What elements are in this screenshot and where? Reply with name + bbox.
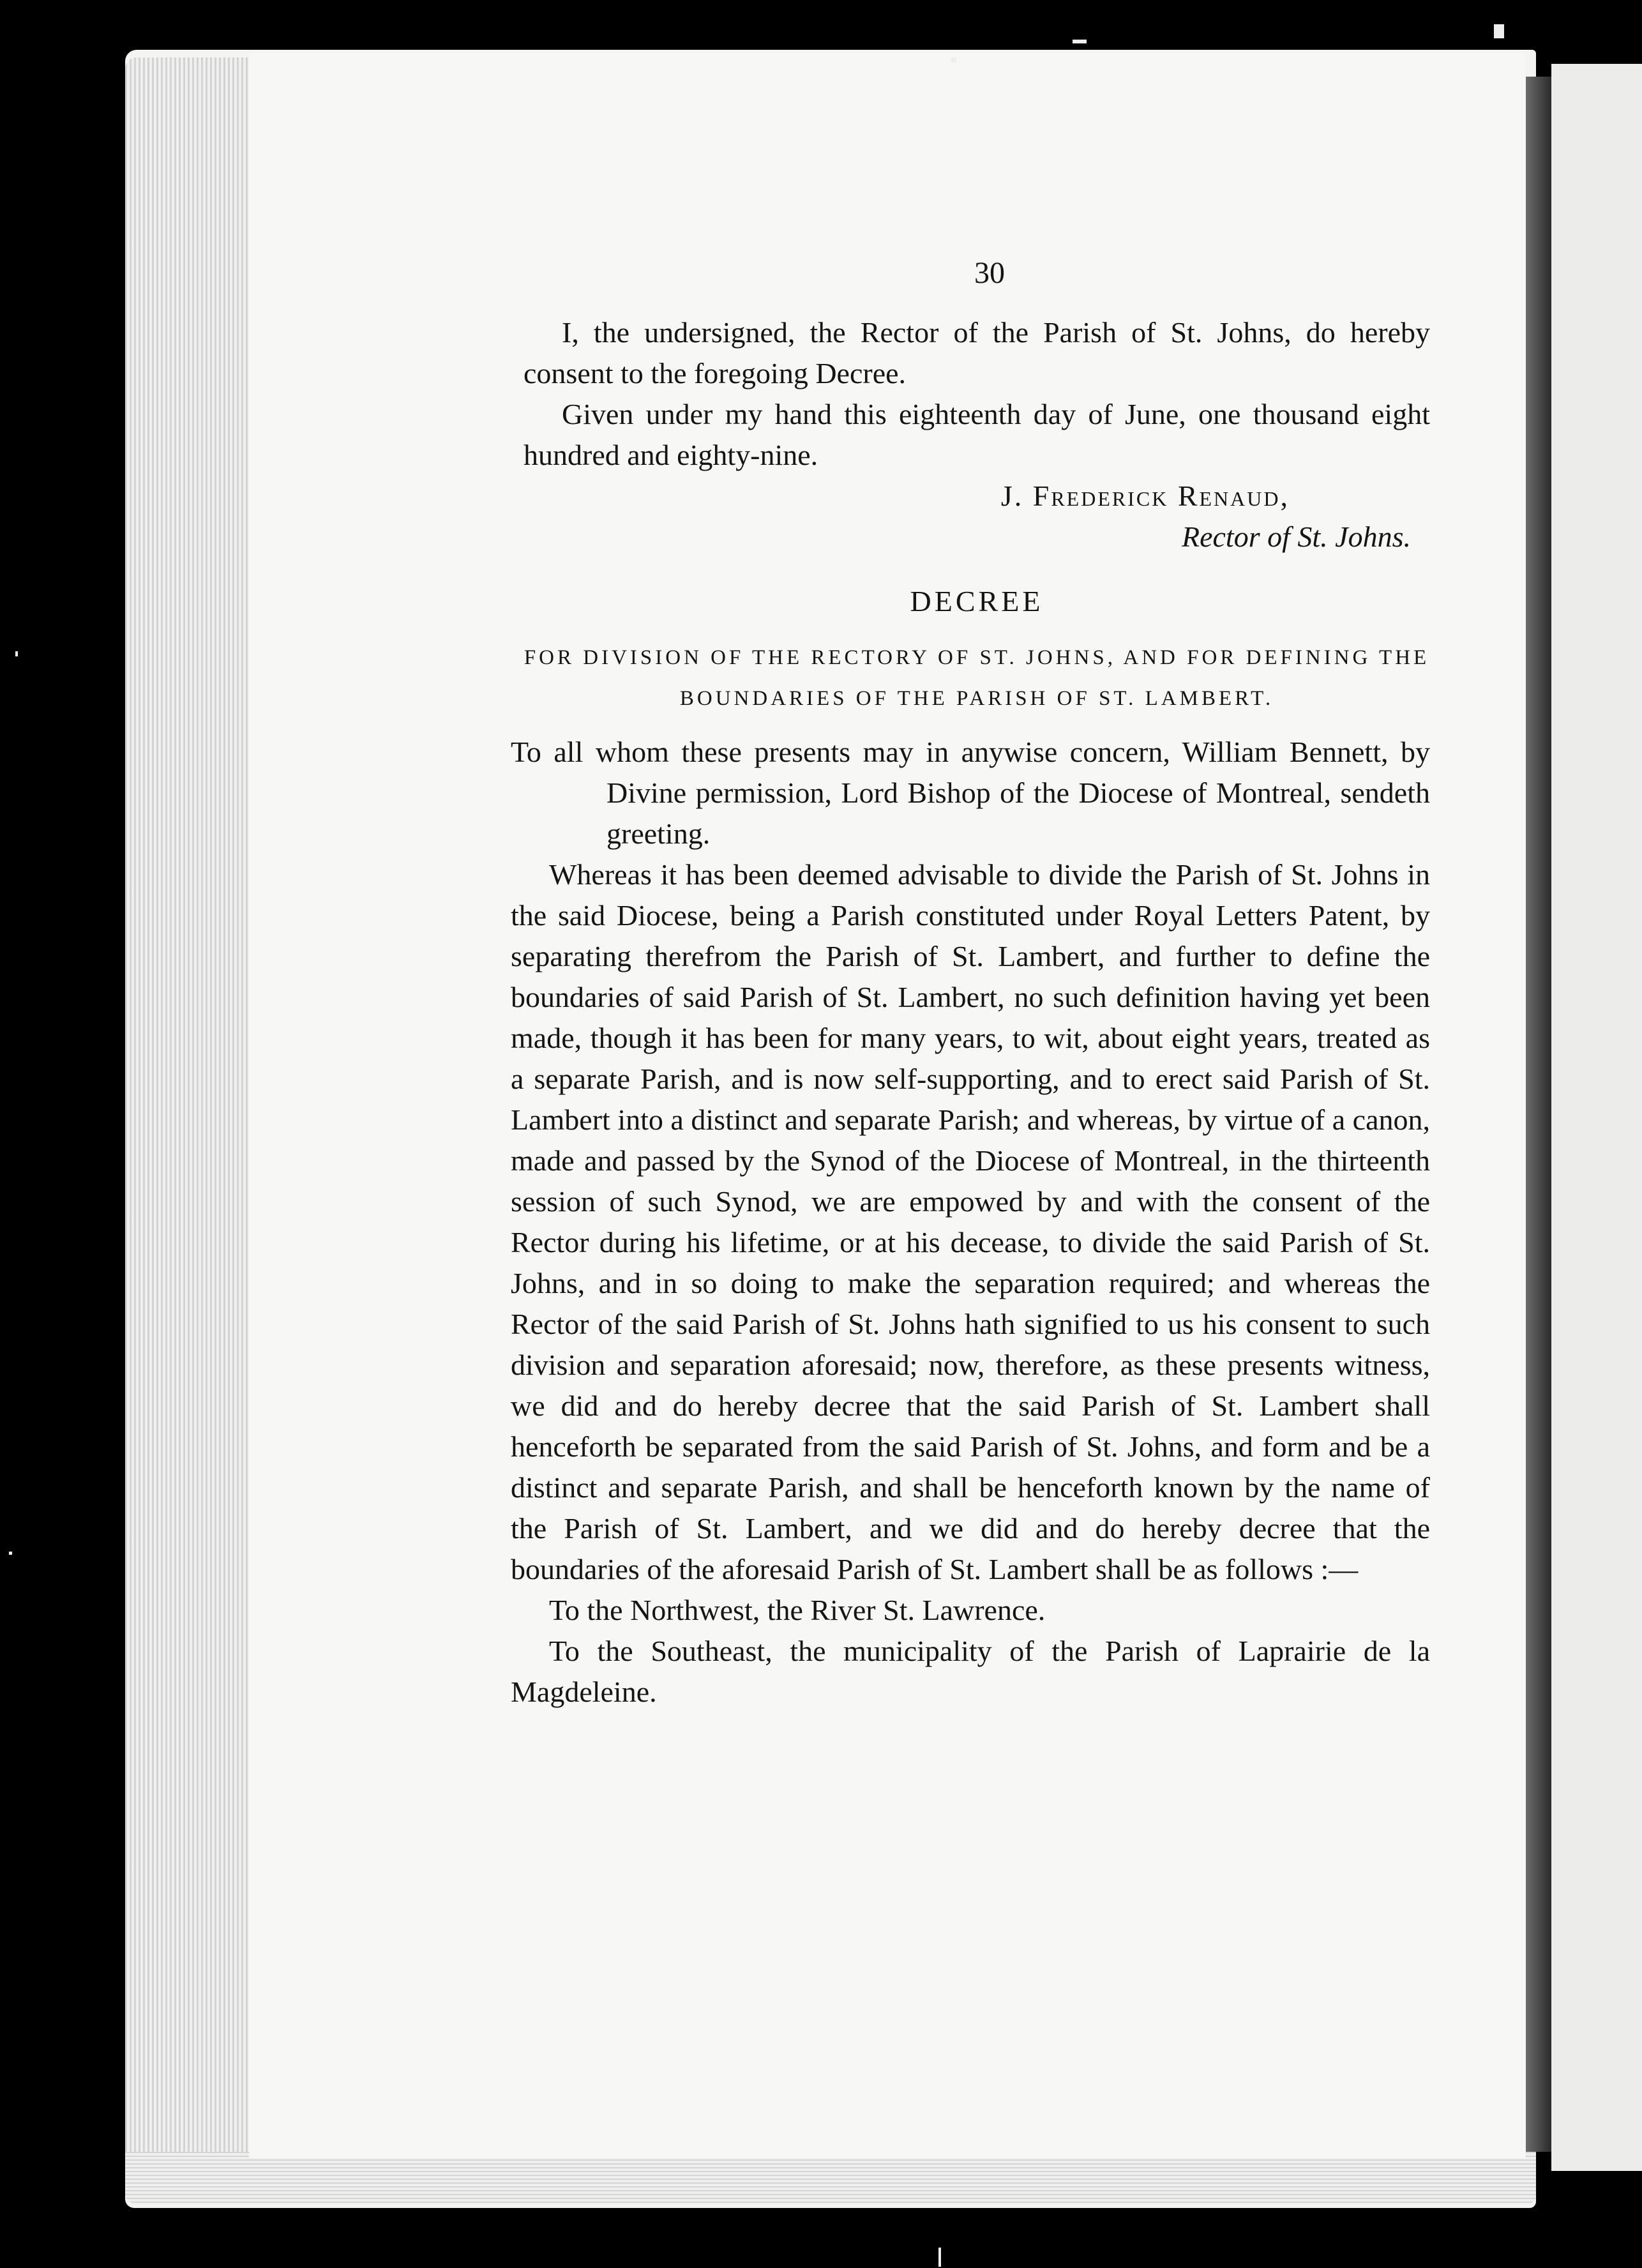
- dust-speck: [1494, 24, 1504, 38]
- facing-page-edge: [1551, 64, 1642, 2171]
- dust-speck: [938, 2248, 941, 2267]
- decree-heading: DECREE: [910, 585, 1044, 617]
- northwest-boundary: To the Northwest, the River St. Lawrence.: [549, 1594, 1046, 1626]
- page-number: 30: [974, 256, 1005, 290]
- dust-speck: [9, 1552, 12, 1555]
- signature-title: Rector of St. Johns.: [1182, 520, 1411, 553]
- dust-speck: [1073, 40, 1087, 43]
- southeast-boundary: To the Southeast, the municipality of the Parish of Laprairie de la Magdeleine.: [511, 1635, 1430, 1708]
- dust-speck: [951, 57, 956, 63]
- address-paragraph: To all whom these presents may in anywise concern, William Bennett, by Divine permission, Lord Bishop of the Diocese of Montreal, sendeth greeting.: [511, 736, 1430, 850]
- decree-body: [511, 732, 1430, 1712]
- signature-name: J. Frederick Renaud,: [1000, 480, 1290, 512]
- whereas-paragraph: Whereas it has been deemed advisable to divide the Parish of St. Johns in the said Diocese, being a Parish constituted under Royal Letters Patent, by separating therefrom the Parish of St. Lambert, and further to define the boundaries of said Parish of St. Lambert, no such definition having yet been made, though it has been for many years, to wit, about eight years, treated as a separate Parish, and is now self-supporting, and to erect said Parish of St. Lambert into a distinct and separate Parish; and whereas, by virtue of a canon, made and passed by the Synod of the Diocese of Montreal, in the thirteenth session of such Synod, we are empowed by and with the consent of the Rector during his lifetime, or at his decease, to divide the said Parish of St. Johns, and in so doing to make the separation required; and whereas the Rector of the said Parish of St. Johns hath signified to us his consent to such division and separation aforesaid; now, therefore, as these presents witness, we did and do hereby decree that the said Parish of St. Lambert shall henceforth be separated from the said Parish of St. Johns, and form and be a distinct and separate Parish, and shall be henceforth known by the name of the Parish of St. Lambert, and we did and do hereby decree that the boundaries of the aforesaid Parish of St. Lambert shall be as follows :—: [511, 858, 1430, 1585]
- given-paragraph: Given under my hand this eighteenth day of June, one thousand eight hundred and eighty-nine.: [523, 398, 1430, 471]
- decree-subheading: FOR DIVISION OF THE RECTORY OF ST. JOHNS, AND FOR DEFINING THE BOUNDARIES OF THE PARISH OF ST. LAMBERT.: [523, 646, 1430, 710]
- book-gutter-shadow: [1526, 77, 1551, 2152]
- consent-paragraph: I, the undersigned, the Rector of the Parish of St. Johns, do hereby consent to the foregoing Decree.: [523, 316, 1430, 389]
- dust-speck: [15, 651, 18, 656]
- page-text: [511, 255, 1430, 1712]
- page-bottom-edges: [125, 2152, 1536, 2203]
- page-edge-stack: [125, 57, 253, 2203]
